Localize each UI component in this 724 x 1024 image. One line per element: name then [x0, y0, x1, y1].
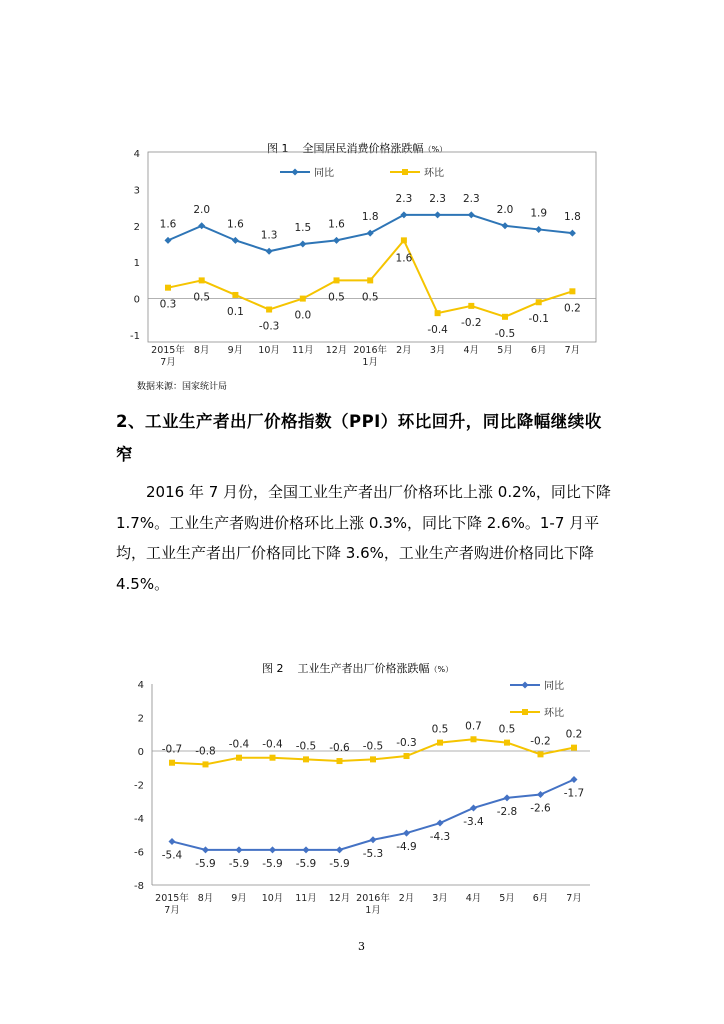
x-tick-label: 7月	[160, 357, 176, 368]
data-label: 0.3	[159, 298, 177, 311]
data-label: -0.4	[228, 738, 250, 751]
data-label: 1.8	[564, 211, 581, 224]
data-point	[571, 776, 578, 783]
x-tick-label: 6月	[532, 893, 549, 904]
x-tick-label: 1月	[365, 905, 381, 916]
data-label: -5.9	[295, 857, 317, 870]
x-tick-label: 2月	[398, 893, 415, 904]
data-point	[236, 755, 242, 761]
legend-label: 环比	[424, 168, 444, 179]
data-point	[303, 756, 309, 762]
x-tick-label: 7月	[164, 905, 180, 916]
legend-label: 同比	[314, 168, 334, 179]
data-point	[569, 230, 576, 237]
data-label: -0.4	[427, 324, 448, 337]
x-tick-label: 2016年	[353, 345, 388, 356]
section2-paragraph-text: 2016 年 7 月份，全国工业生产者出厂价格环比上涨 0.2%，同比下降 1.7%。工业生产者购进价格环比上涨 0.3%，同比下降 2.6%。1-7 月平均，工业生产者出厂价格同比下降 3.6%，工业生产者购进价格同比下降 4.5%。	[116, 483, 611, 593]
data-label: 0.2	[564, 302, 581, 315]
figure1-source: 数据来源：国家统计局	[137, 382, 228, 392]
x-tick-label: 5月	[499, 893, 515, 904]
x-tick-label: 11月	[292, 345, 314, 356]
data-label: 1.6	[328, 218, 345, 231]
data-point	[403, 830, 410, 837]
data-label: 2.3	[429, 192, 446, 205]
figure2-chart	[110, 670, 610, 930]
data-label: 1.6	[227, 218, 244, 231]
data-label: -5.9	[228, 857, 250, 870]
x-tick-label: 11月	[295, 893, 317, 904]
data-label: -0.4	[262, 738, 283, 751]
y-tick-label: 4	[137, 680, 144, 691]
figure1-unit: （%）	[423, 145, 448, 154]
data-point	[434, 211, 441, 218]
data-point	[569, 288, 575, 294]
data-label: 0.5	[328, 291, 345, 304]
data-label: 1.8	[361, 211, 379, 224]
figure2-unit: （%）	[429, 665, 454, 674]
data-point	[270, 755, 276, 761]
section2-heading: 2、工业生产者出厂价格指数（PPI）环比回升，同比降幅继续收窄	[116, 412, 602, 464]
y-tick-label: 3	[133, 185, 140, 197]
legend-label: 同比	[544, 681, 564, 692]
y-tick-label: 2	[137, 713, 144, 725]
data-point	[236, 846, 243, 853]
data-label: 2.0	[193, 203, 211, 216]
data-point	[504, 794, 511, 801]
data-point	[266, 307, 272, 313]
data-label: -0.5	[494, 327, 516, 340]
data-label: -0.2	[530, 735, 551, 748]
data-point	[169, 760, 175, 766]
data-label: -0.7	[161, 743, 183, 756]
y-tick-label: 0	[133, 294, 140, 306]
data-label: -0.5	[362, 740, 384, 753]
data-label: -0.5	[295, 740, 317, 753]
x-tick-label: 10月	[261, 893, 284, 904]
x-tick-label: 8月	[197, 893, 214, 904]
data-label: 0.7	[465, 720, 482, 733]
x-tick-label: 1月	[362, 357, 378, 368]
data-point	[504, 740, 510, 746]
data-point	[437, 740, 443, 746]
section2-paragraph	[116, 477, 616, 599]
data-point	[334, 277, 340, 283]
data-label: -5.3	[362, 847, 384, 860]
data-label: 0.5	[431, 723, 449, 736]
data-point	[370, 836, 377, 843]
data-point	[468, 303, 474, 309]
y-tick-label: -4	[134, 814, 144, 825]
data-label: 1.5	[294, 222, 312, 234]
data-point	[336, 846, 343, 853]
data-point	[203, 761, 209, 767]
data-label: 0.0	[294, 309, 312, 322]
x-tick-label: 5月	[497, 345, 513, 356]
legend-marker	[522, 709, 528, 715]
x-tick-label: 12月	[328, 893, 351, 904]
data-point	[169, 838, 176, 845]
data-point	[502, 314, 508, 320]
data-label: 0.5	[193, 291, 211, 304]
data-label: -4.3	[429, 831, 451, 844]
x-tick-label: 10月	[258, 345, 280, 356]
figure1-caption-text: 图 1 全国居民消费价格涨跌幅	[267, 142, 424, 155]
x-tick-label: 12月	[325, 345, 348, 356]
y-tick-label: 1	[133, 258, 140, 270]
data-point	[333, 237, 340, 244]
x-tick-label: 2015年	[151, 345, 185, 356]
data-point	[538, 751, 544, 757]
data-point	[536, 299, 542, 305]
data-label: 0.5	[498, 723, 516, 736]
x-tick-label: 4月	[465, 893, 482, 904]
data-label: 0.2	[565, 728, 583, 741]
data-label: 1.6	[159, 218, 177, 231]
data-label: -5.9	[329, 857, 350, 870]
data-point	[303, 846, 310, 853]
data-point	[198, 222, 205, 229]
data-point	[299, 241, 306, 248]
data-label: -3.4	[463, 815, 484, 828]
data-label: 1.9	[530, 207, 548, 220]
data-label: -5.9	[195, 857, 216, 870]
data-point	[202, 846, 209, 853]
data-point	[537, 791, 544, 798]
x-tick-label: 9月	[227, 345, 244, 356]
data-label: 2.0	[496, 203, 514, 216]
x-tick-label: 3月	[429, 345, 446, 356]
data-point	[435, 310, 441, 316]
data-label: 2.3	[462, 192, 480, 205]
page-number: 3	[358, 940, 365, 953]
data-point	[437, 820, 444, 827]
data-point	[535, 226, 542, 233]
data-point	[502, 222, 509, 229]
data-label: -5.4	[161, 849, 183, 862]
data-point	[571, 745, 577, 751]
x-tick-label: 6月	[530, 345, 547, 356]
data-label: -0.6	[329, 742, 350, 755]
data-label: -0.2	[461, 316, 482, 329]
x-tick-label: 4月	[463, 345, 480, 356]
legend-marker	[292, 169, 299, 176]
y-tick-label: -6	[134, 847, 144, 859]
legend-marker	[522, 682, 529, 689]
data-label: 1.6	[395, 252, 413, 265]
data-point	[232, 292, 238, 298]
data-point	[367, 277, 373, 283]
data-label: -0.8	[195, 745, 216, 758]
x-tick-label: 7月	[566, 893, 582, 904]
y-tick-label: 0	[137, 747, 144, 758]
y-tick-label: -8	[134, 881, 144, 892]
y-tick-label: -2	[134, 780, 144, 792]
data-point	[401, 237, 407, 243]
data-point	[269, 846, 276, 853]
y-tick-label: -1	[130, 331, 140, 342]
data-point	[468, 211, 475, 218]
data-point	[232, 237, 239, 244]
x-tick-label: 2015年	[155, 893, 189, 904]
data-point	[404, 753, 410, 759]
data-point	[470, 804, 477, 811]
y-tick-label: 2	[133, 221, 140, 233]
data-point	[471, 736, 477, 742]
data-point	[165, 237, 172, 244]
data-label: -0.1	[528, 313, 549, 326]
data-label: -2.6	[530, 802, 551, 815]
figure1-chart	[110, 145, 610, 375]
legend-label: 环比	[544, 708, 564, 719]
data-point	[370, 756, 376, 762]
x-tick-label: 2月	[396, 345, 412, 356]
y-tick-label: 4	[133, 149, 140, 160]
data-label: -0.3	[396, 737, 417, 750]
x-tick-label: 3月	[432, 893, 448, 904]
data-point	[337, 758, 343, 764]
data-point	[266, 248, 273, 255]
data-point	[165, 285, 171, 291]
x-tick-label: 7月	[564, 345, 581, 356]
data-label: -4.9	[396, 841, 417, 854]
data-point	[300, 296, 306, 302]
data-label: -5.9	[262, 857, 283, 870]
legend-marker	[402, 169, 408, 175]
data-label: 0.5	[361, 291, 379, 304]
figure2-caption-text: 图 2 工业生产者出厂价格涨跌幅	[262, 662, 430, 675]
x-tick-label: 8月	[193, 345, 210, 356]
x-tick-label: 9月	[231, 893, 247, 904]
data-label: -0.3	[258, 320, 280, 333]
data-point	[199, 277, 205, 283]
x-tick-label: 2016年	[356, 893, 390, 904]
data-label: 0.1	[227, 305, 244, 318]
data-label: -1.7	[563, 787, 585, 800]
data-label: -2.8	[496, 805, 518, 818]
data-label: 2.3	[395, 192, 413, 205]
data-label: 1.3	[260, 229, 278, 242]
